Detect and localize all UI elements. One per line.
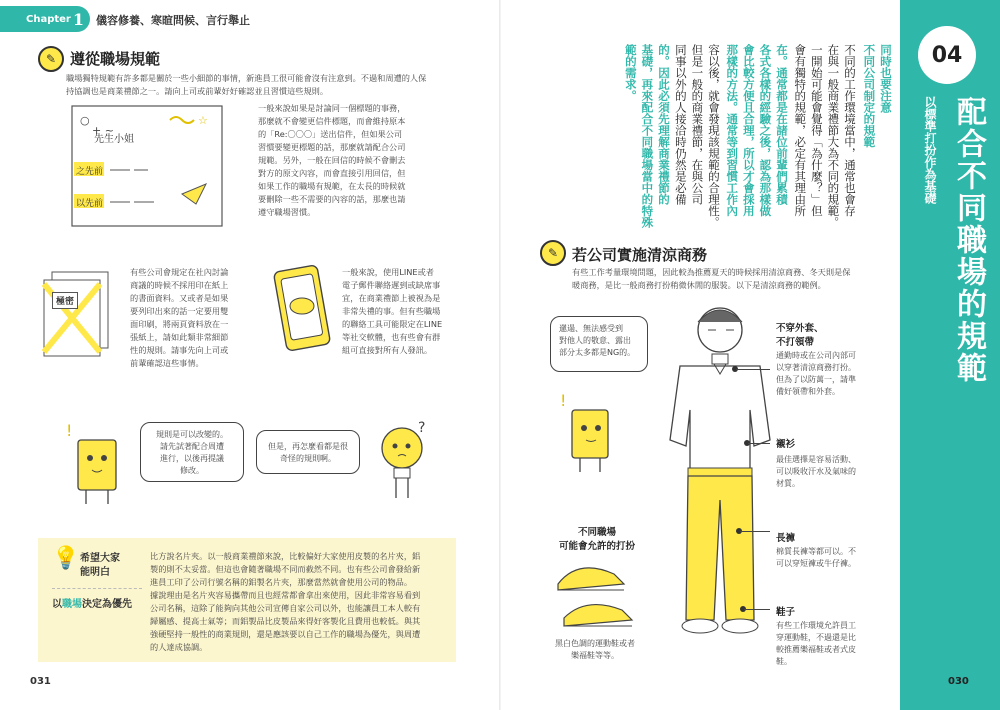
svg-text:!: ! (66, 421, 73, 440)
print-paragraph: 有些公司會規定在社內討論 商議的時候不採用印在紙上 的書面資料。又或者是如果 要列印出來的話一定要用雙 面印刷，將兩頁資料放在一 張紙上，請如此類非常細節 性的規則。請事先向上司或 前輩確認這些事情。 (130, 267, 229, 368)
svg-text:?: ? (418, 420, 426, 436)
hope-subtitle: 以職場決定為優先 (52, 588, 142, 610)
vertical-body-1: 不同的工作環境當中，通常也會存 在與一般商業禮節大為不同的規範。 一開始可能會覺得「為什麼？」但 會有獨特的規範，必定有其理由所 (793, 44, 857, 228)
section-intro: 職場獨特規範有許多都是關於一些小細節的事情，新進員工很可能會沒有注意到。不過和周遭的人保 持協調也是商業禮節之一。請向上司或前輩好好確認並且習慣這些規則。 (66, 73, 427, 96)
shoe-alt-title: 不同職場 可能會允許的打扮 (558, 527, 635, 552)
right-page (500, 0, 1000, 710)
label-pants-title: 長褲 (776, 533, 796, 544)
pointer-line-shoes (744, 609, 770, 610)
man-illustration (650, 300, 790, 680)
page-number-right: 030 (948, 676, 969, 687)
phone-illustration (270, 262, 336, 358)
svg-text:!: ! (560, 392, 567, 410)
label-no-jacket-title: 不穿外套、 不打領帶 (776, 323, 824, 348)
speech-bubble-book: 規則是可以改變的。 請先試著配合周遭 進行，以後再提議 修改。 (140, 422, 244, 482)
label-shirt-text: 最佳選擇是容易活動、 可以吸收汗水及氣味的 材質。 (776, 455, 856, 488)
vertical-body-2: 容以後，就會發現該規範的合理性。 但是一般的商業禮節，在與公司 同事以外的人接洽時仍然是必備 (673, 44, 721, 228)
lightbulb-character-illustration (372, 418, 436, 510)
title-subtitle: 以標準打扮作為基礎 (923, 96, 937, 204)
line-paragraph: 一般來說，使用LINE或者 電子郵件聯絡遲到或缺席事 宜，在商業禮節上被視為是 非常失禮的事。但有些職場 的聯絡工具可能限定在LINE 等社交軟體，也有些會有群 組可直接對所有人發訊。 (342, 267, 443, 355)
compass-icon: ✎ (38, 46, 64, 72)
label-shirt-title: 襯衫 (776, 439, 796, 450)
notebook-word-3: 以先前 (76, 199, 104, 209)
vertical-accent-2: 的。因此必須先理解商業禮節的 基礎，再來配合不同職場當中的特殊 範的需求。 (623, 44, 671, 228)
compass-icon: ✎ (540, 240, 566, 266)
coolbiz-intro: 有些工作考量環境問題，因此較為推薦夏天的時候採用清涼商務、冬天則是保 暖商務，是比一般商務打扮稍微休閒的服裝。以下是清涼商務的範例。 (572, 267, 851, 290)
label-shoes-title: 鞋子 (776, 607, 796, 618)
svg-text:+ ~: + ~ (92, 124, 114, 137)
paper-label: 極密 (52, 292, 78, 309)
sneaker-illustration (548, 556, 648, 636)
speech-bubble-bulb: 但是，再怎麼看都是很 奇怪的規則啊。 (256, 430, 360, 474)
section-title-coolbiz: 若公司實施清涼商務 (572, 246, 708, 264)
lightbulb-icon: 💡 (52, 546, 80, 571)
page-number-left: 031 (30, 676, 51, 687)
page-title: 配合不同職場的規範 (951, 96, 986, 384)
svg-text:☆: ☆ (198, 114, 208, 127)
chapter-tab (0, 6, 90, 32)
section-title-rules: 遵從職場規範 (70, 50, 161, 68)
shoe-alt-caption: 黑白色調的運動鞋或者 樂福鞋等等。 (555, 639, 635, 660)
speech-bubble-ng: 邋遢、無法感受到 對他人的敬意、露出 部分太多都是NG的。 (550, 316, 648, 372)
label-pants-text: 棉質長褲等都可以。不 可以穿短褲或牛仔褲。 (776, 547, 856, 568)
vertical-heading: 同時也要注意 不同公司制定的規範 (862, 44, 893, 148)
pointer-line-shirt (748, 443, 770, 444)
hope-box: 💡 希望大家 能明白 以職場決定為優先 比方說名片夾。以一般商業禮節來說，比較偏好大家使用皮製的名片夾，鋁 製的則不太妥當。但這也會隨著職場不同而截然不同。也有些公司會發給新 進員工印了公司行號名稱的鋁製名片夾，那麼當然就會使用公司的物品。 據說理由是名片夾容易攜帶而且也經常都會拿出來使用，因此非常容易看到 公司名稱，這除了能夠向其他公司宣傳自家公司以外，也能讓員工本人較有 歸屬感、提高士氣等；而鋁製品比皮製品來得好客製化且費用也較低。與其 強硬堅持一般性的商業規則，還是應該要以自己工作的職場為優先，與周遭 的人達成協調。 (38, 538, 456, 662)
book-character-illustration (560, 392, 618, 478)
crossed-paper-illustration (38, 262, 118, 362)
pointer-line-jacket (736, 369, 770, 370)
book-character-illustration (64, 420, 128, 510)
label-shoes-text: 有些工作環境允許員工 穿運動鞋，不過還是比 較推薦樂福鞋或者式皮 鞋。 (776, 621, 856, 666)
section-number: 04 (918, 26, 976, 84)
email-paragraph: 一般來說如果是討論同一個標題的事務， 那麼就不會變更信件標題，而會維持原本 的「Re:〇〇〇」送出信件，但如果公司 習慣要變更標題的話，那麼就請配合公司 規範。另外，一般在回信的時候不會刪去 對方的原文內容，而會直接引用回信，但 如果工作的職場有規範，在太長的時候就 要刪除一些不需要的內容的話，那麼也請 遵守職場習慣。 (258, 103, 406, 217)
svg-text:○: ○ (80, 114, 90, 127)
label-no-jacket-text: 通勤時或在公司內部可 以穿著清涼商務打扮。 但為了以防萬一，請準 備好領帶和外套。 (776, 351, 856, 396)
chapter-title: 儀容修養、寒暄問候、言行舉止 (96, 14, 250, 27)
notebook-word-2: 之先前 (76, 167, 104, 177)
notebook-word-1: 先生小姐 (94, 134, 134, 145)
chapter-word: Chapter (26, 13, 71, 25)
hope-text: 比方說名片夾。以一般商業禮節來說，比較偏好大家使用皮製的名片夾，鋁 製的則不太妥當。但這也會隨著職場不同而截然不同。也有些公司會發給新 進員工印了公司行號名稱的鋁製名片夾，那麼當然就會使用公司的物品。 據說理由是名片夾容易攜帶而且也經常都會拿出來使用，因此非常容易看到 公司名稱，這除了能夠向其他公司宣傳自家公司以外，也能讓員工本人較有 歸屬感、提高士氣等；而鋁製品比皮製品來得好客製化且費用也較低。與其 強硬堅持一般性的商業規則，還是應該要以自己工作的職場為優先，與周遭 的人達成協調。 (150, 551, 421, 652)
pointer-line-pants (740, 531, 770, 532)
chapter-number: 1 (72, 9, 84, 29)
vertical-accent-1: 在。通常都是在諸位前輩們累積 各式各樣的經驗之後，認為那樣做 會比較方便且合理，所以才會採用 那樣的方法。通常等到習慣工作內 (725, 44, 789, 217)
